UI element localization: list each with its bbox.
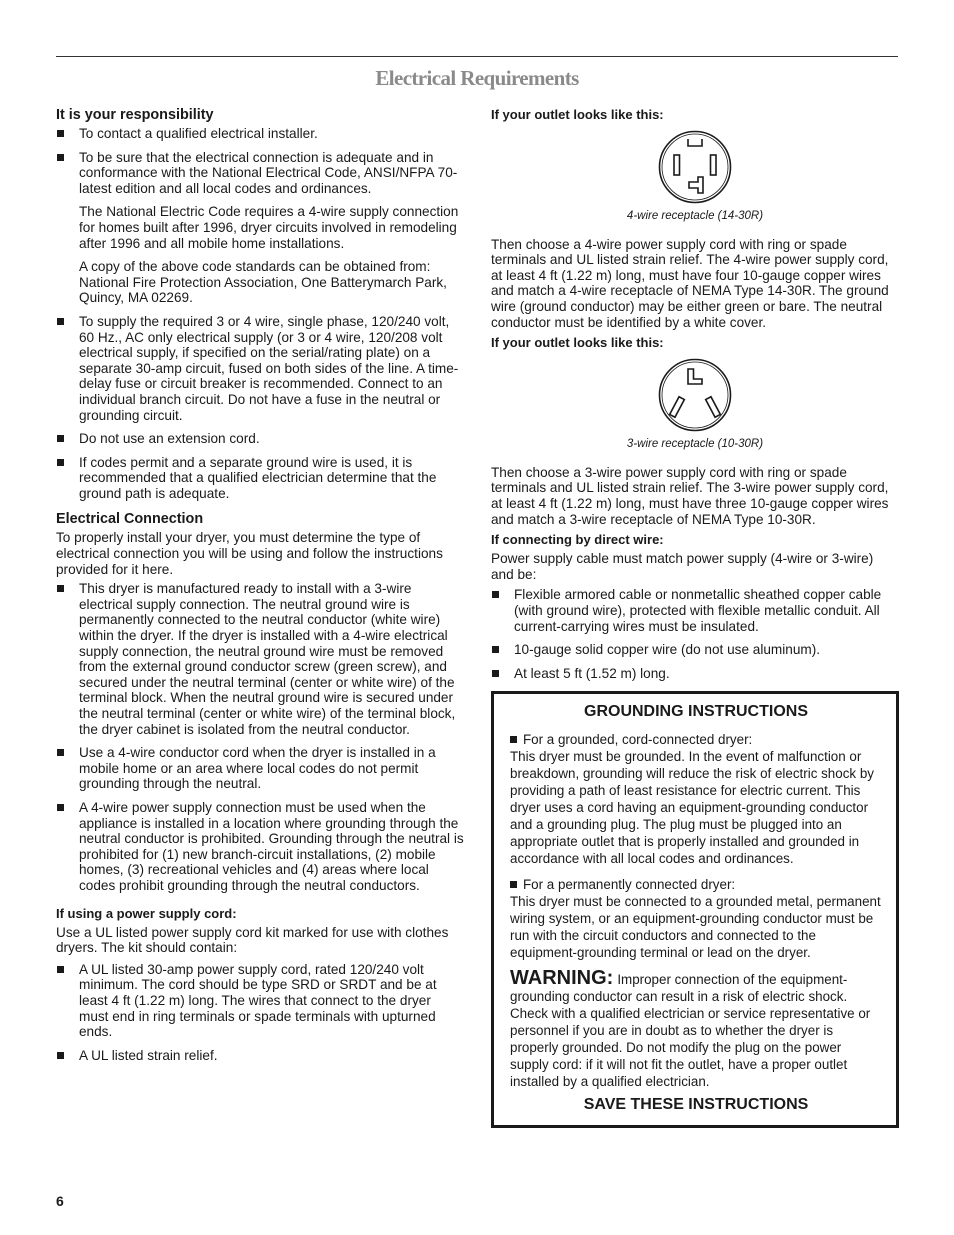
list-item: Use a 4-wire conductor cord when the dryer is installed in a mobile home or an area where local codes do not permit grounding through the neutral. — [56, 745, 464, 792]
responsibility-list — [56, 126, 464, 196]
grounding-title: GROUNDING INSTRUCTIONS — [584, 703, 808, 721]
direct-wire-heading: If connecting by direct wire: — [491, 532, 664, 548]
bullet-square-icon — [510, 736, 517, 743]
warning-label: WARNING: — [510, 967, 614, 990]
caption-3wire: 3-wire receptacle (10-30R) — [626, 438, 764, 451]
list-item: To contact a qualified electrical installer. — [56, 126, 464, 142]
top-rule — [56, 56, 898, 57]
text-3wire: Then choose a 3-wire power supply cord with ring or spade terminals and UL listed strain relief. The 3-wire power supply cord, at least 4 ft (1.22 m) long, must have three 10-gauge copper wires and match a 3-wire receptacle of NEMA Type 10-30R. — [491, 464, 889, 527]
cord-heading: If using a power supply cord: — [56, 905, 237, 921]
grounding-item-2-text: This dryer must be connected to a grounded metal, permanent wiring system, or an equipment-grounding conductor must be run with the circuit conductors and connected to the equipment-grounding terminal or lead on the dryer. — [510, 894, 881, 961]
connection-intro: To properly install your dryer, you must determine the type of electrical connection you will be using and follow the instructions provided for it here. — [56, 530, 443, 577]
grounding-item-2-lead: For a permanently connected dryer: — [523, 877, 736, 893]
figure-3wire — [491, 357, 899, 453]
save-instructions: SAVE THESE INSTRUCTIONS — [583, 1096, 809, 1114]
page-title: Electrical Requirements — [375, 66, 579, 90]
outlet-heading-4wire: If your outlet looks like this: — [491, 107, 664, 122]
grounding-instructions-box — [491, 691, 899, 1128]
grounding-item-2 — [510, 876, 882, 961]
figure-4wire — [491, 129, 899, 225]
list-item: To supply the required 3 or 4 wire, single phase, 120/240 volt, 60 Hz., AC only electrical supply (or 3 or 4 wire, 120/208 volt electrical supply, if specified on the serial/rating plate) on a separate 30-amp circuit, fused on both sides of the line. A time-delay fuse or circuit breaker is recommended. Connect to an individual branch circuit. Do not have a fuse in the neutral or grounding circuit. — [56, 314, 464, 423]
list-item: A 4-wire power supply connection must be used when the appliance is installed in a location where grounding through the neutral conductor is prohibited. Grounding through the neutral is prohibited for (1) new branch-circuit installations, (2) mobile homes, (3) recreational vehicles and (4) areas where local codes prohibit grounding through the neutral conductors. — [56, 800, 464, 894]
left-column — [56, 107, 464, 1071]
list-item: This dryer is manufactured ready to install with a 3-wire electrical supply connection. The neutral ground wire is permanently connected to the neutral conductor (white wire) within the dryer. If the dryer is installed with a 4-wire electrical supply connection, the neutral ground wire must be removed from the external ground conductor screw (green screw), and secured under the neutral terminal (center or white wire) of the terminal block. When the neutral ground wire is secured under the neutral terminal (center or white wire) of the terminal block, the dryer cabinet is isolated from the neutral conductor. — [56, 581, 464, 737]
list-item: Do not use an extension cord. — [56, 431, 464, 447]
cord-intro: Use a UL listed power supply cord kit marked for use with clothes dryers. The kit should contain: — [56, 924, 449, 956]
responsibility-heading: It is your responsibility — [56, 107, 214, 123]
text-4wire: Then choose a 4-wire power supply cord with ring or spade terminals and UL listed strain relief. The 4-wire power supply cord, at least 4 ft (1.22 m) long, must have four 10-gauge copper wires and match a 4-wire receptacle of NEMA Type 14-30R. The ground wire (ground conductor) may be either green or bare. The neutral conductor must be identified by a white cover. — [491, 236, 889, 330]
list-item: To be sure that the electrical connection is adequate and in conformance with the National Electrical Code, ANSI/NFPA 70-latest edition and all local codes and ordinances. — [56, 150, 464, 197]
connection-heading: Electrical Connection — [56, 511, 204, 528]
list-item: Flexible armored cable or nonmetallic sheathed copper cable (with ground wire), protected with flexible metallic conduit. All current-carrying wires must be insulated. — [491, 587, 899, 634]
page-number: 6 — [56, 1193, 64, 1209]
right-column — [491, 107, 899, 1128]
list-item: A UL listed 30-amp power supply cord, rated 120/240 volt minimum. The cord should be type SRD or SRDT and be at least 4 ft (1.22 m) long. The wires that connect to the dryer must end in ring terminals or spade terminals with upturned ends. — [56, 962, 464, 1040]
list-item: A UL listed strain relief. — [56, 1048, 464, 1064]
nec-note: The National Electric Code requires a 4-wire supply connection for homes built after 1996, dryer circuits involved in remodeling after 1996 and all mobile home installations. — [79, 204, 459, 251]
receptacle-10-30r-icon — [657, 357, 733, 433]
list-item: At least 5 ft (1.52 m) long. — [491, 666, 899, 682]
warning-text: Improper connection of the equipment-grounding conductor can result in a risk of electric shock. Check with a qualified electrician or service representative or personnel if you are in doubt as to whether the dryer is properly grounded. Do not modify the plug on the power supply cord: if it will not fit the outlet, have a proper outlet installed by a qualified electrician. — [510, 972, 871, 1090]
warning-paragraph — [510, 967, 882, 1090]
bullet-square-icon — [510, 881, 517, 888]
outlet-heading-3wire: If your outlet looks like this: — [491, 335, 664, 351]
cord-list — [56, 962, 464, 1064]
connection-list — [56, 581, 464, 893]
responsibility-list-2 — [56, 314, 464, 502]
list-item: 10-gauge solid copper wire (do not use aluminum). — [491, 642, 899, 658]
direct-wire-list — [491, 587, 899, 681]
direct-wire-intro: Power supply cable must match power supply (4-wire or 3-wire) and be: — [491, 551, 874, 582]
receptacle-14-30r-icon — [657, 129, 733, 205]
grounding-item-1 — [510, 731, 882, 867]
grounding-item-1-lead: For a grounded, cord-connected dryer: — [523, 732, 753, 748]
grounding-item-1-text: This dryer must be grounded. In the event of malfunction or breakdown, grounding will reduce the risk of electric shock by providing a path of least resistance for electric current. This dryer uses a cord having an equipment-grounding conductor and a grounding plug. The plug must be plugged into an appropriate outlet that is properly installed and grounded in accordance with all local codes and ordinances. — [510, 749, 874, 867]
caption-4wire: 4-wire receptacle (14-30R) — [626, 210, 764, 222]
copy-note: A copy of the above code standards can be obtained from: National Fire Protection Association, One Batterymarch Park, Quincy, MA 02269. — [79, 259, 447, 306]
list-item: If codes permit and a separate ground wire is used, it is recommended that a qualified electrician determine that the ground path is adequate. — [56, 455, 464, 502]
